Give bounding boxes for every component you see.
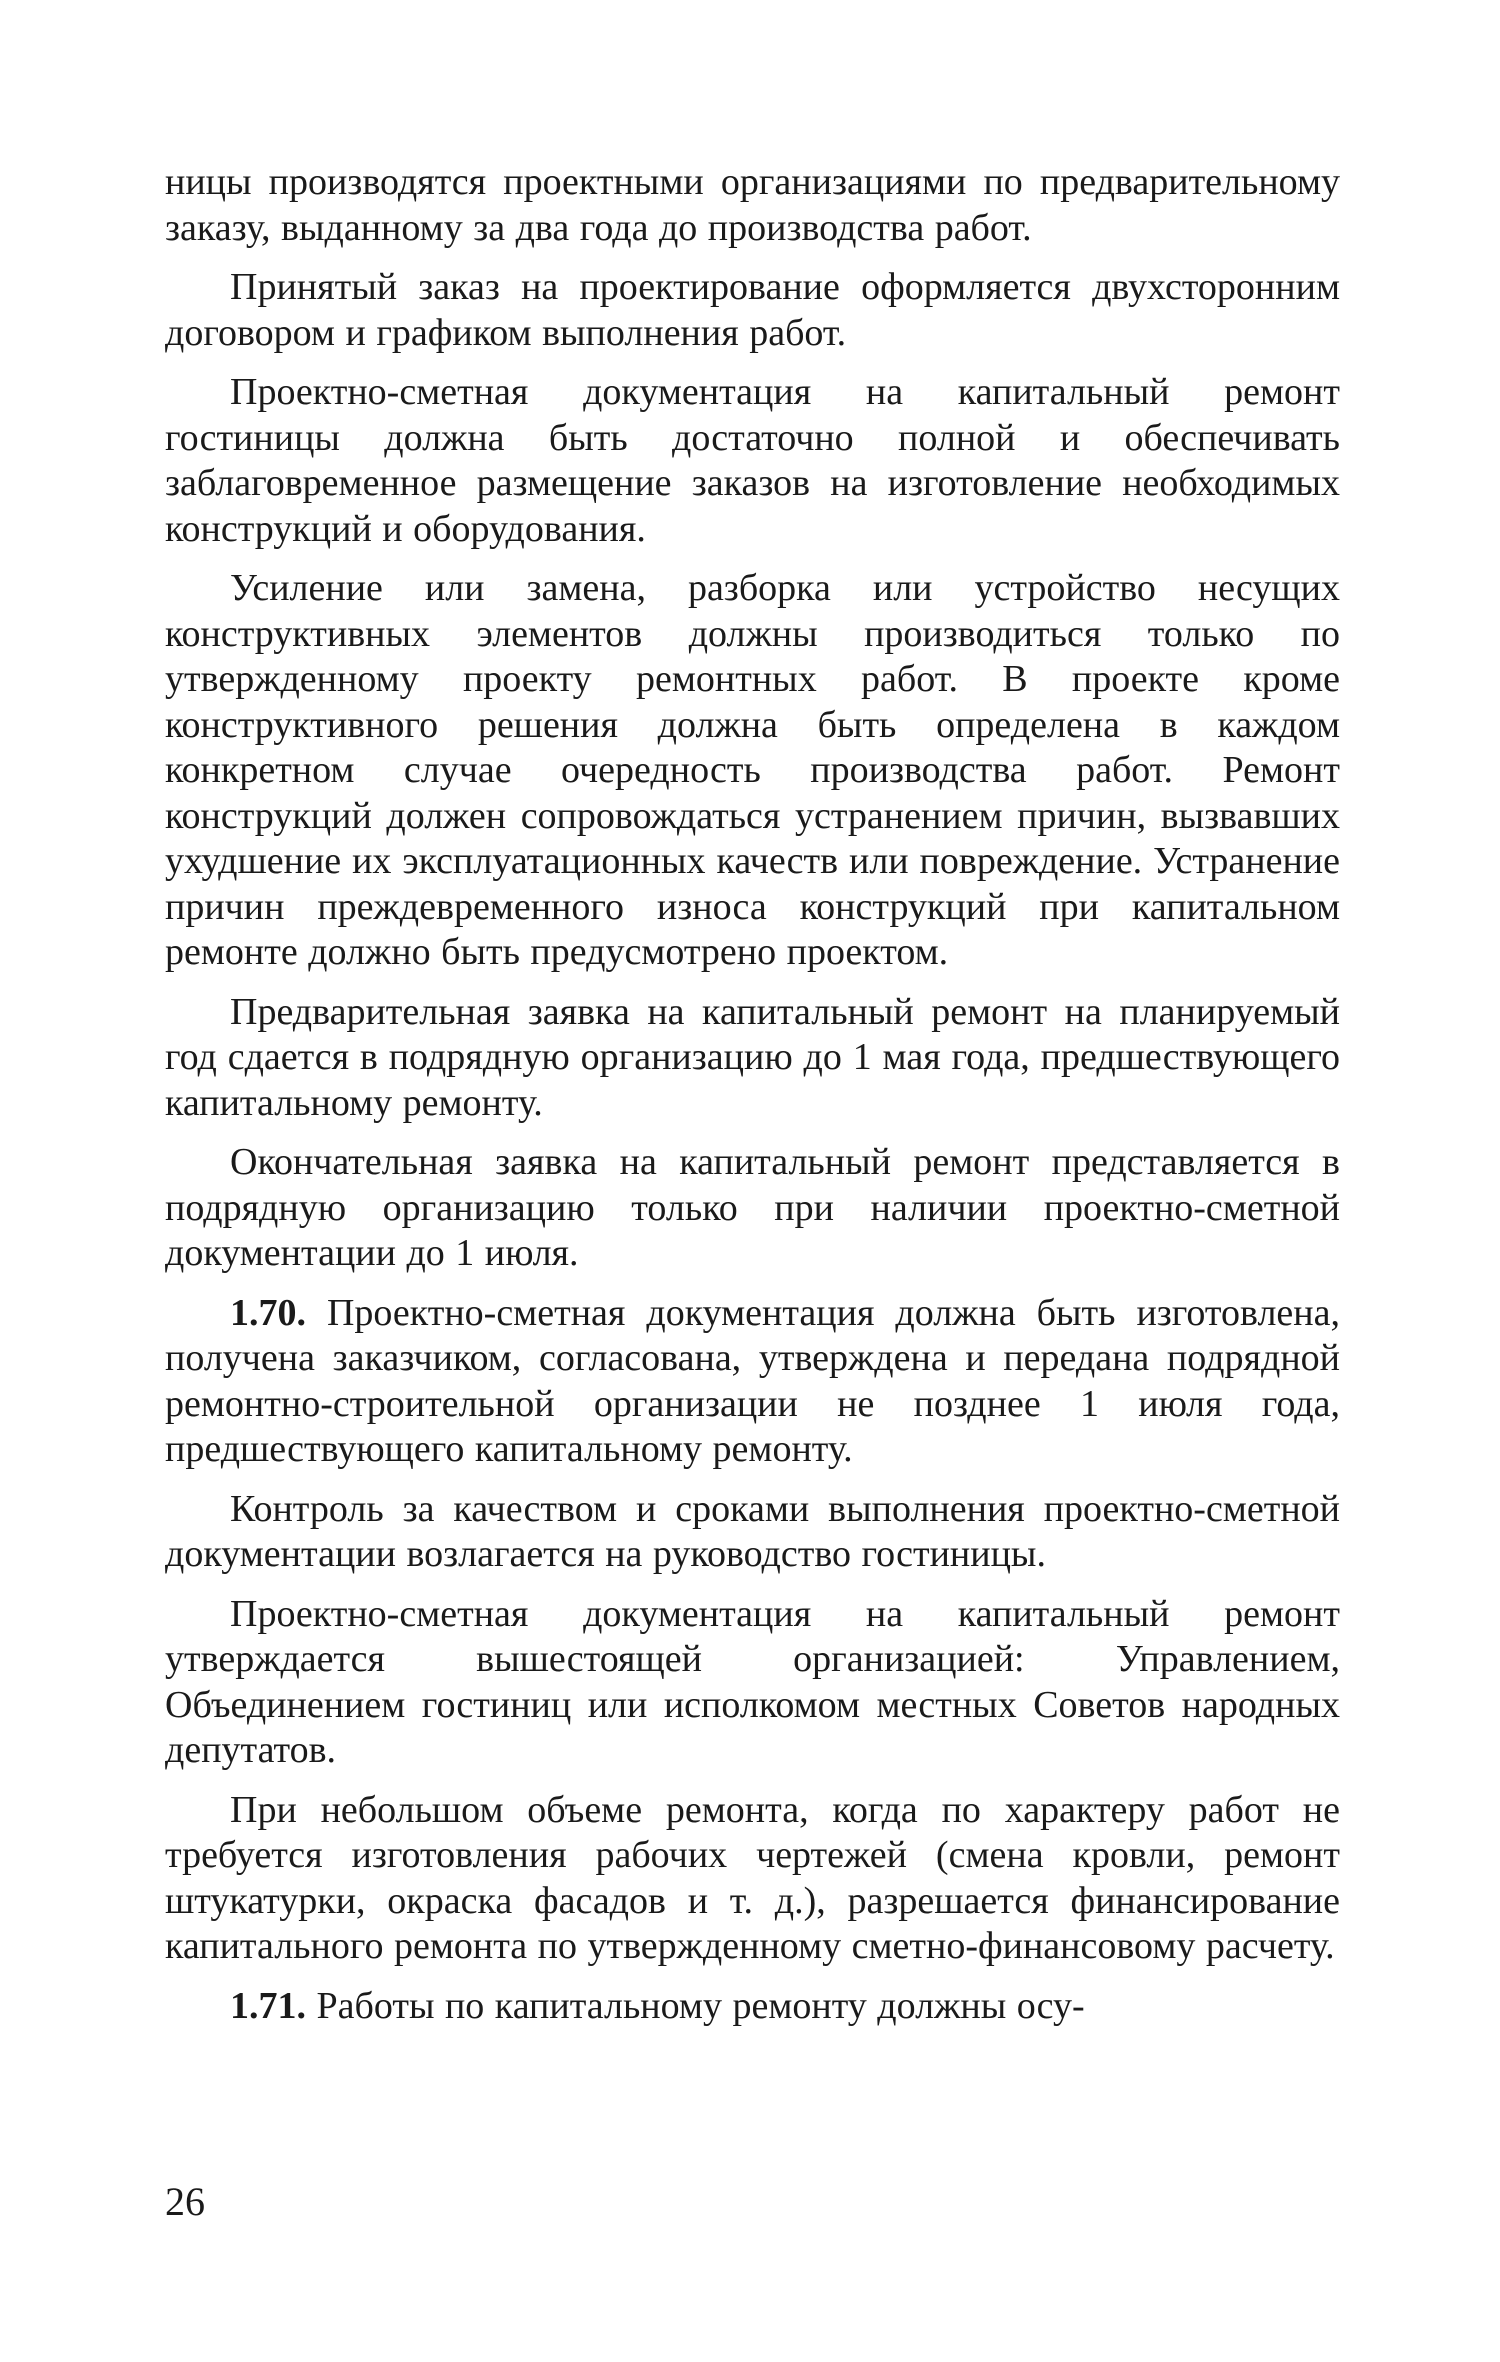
paragraph-section-1-70: 1.70. Проектно-сметная документация должна быть изготовлена, получена заказчиком, согласована, утверждена и передана подрядной ремонтно-строительной организации не позднее 1 июля года, предшествующего капитальному ремонту. xyxy=(165,1291,1341,1470)
paragraph: Проектно-сметная документация на капитальный ремонт утверждается вышестоящей организацией: Управлением, Объединением гостиниц или исполкомом местных Советов народных депутатов. xyxy=(165,1592,1340,1771)
paragraph: Принятый заказ на проектирование оформляется двухсторонним договором и графиком выполнения работ. xyxy=(165,266,1340,354)
paragraph: ницы производятся проектными организациями по предварительному заказу, выданному за два года до производства работ. xyxy=(165,161,1340,249)
paragraph: Окончательная заявка на капитальный ремонт представляется в подрядную организацию только при наличии проектно-сметной документации до 1 июля. xyxy=(165,1141,1340,1274)
paragraph: Предварительная заявка на капитальный ремонт на планируемый год сдается в подрядную организацию до 1 мая года, предшествующего капитальному ремонту. xyxy=(165,990,1340,1124)
paragraph-section-1-71: 1.71. Работы по капитальному ремонту должны осу- xyxy=(230,1984,1085,2027)
paragraph: При небольшом объеме ремонта, когда по характеру работ не требуется изготовления рабочих чертежей (смена кровли, ремонт штукатурки, окраска фасадов и т. д.), разрешается финансирование капитального ремонта по утвержденному сметно-финансовому расчету. xyxy=(165,1788,1340,1967)
page-number: 26 xyxy=(165,2179,205,2224)
paragraph: Усиление или замена, разборка или устройство несущих конструктивных элементов должны производиться только по утвержденному проекту ремонтных работ. В проекте кроме конструктивного решения должна быть определена в каждом конкретном случае очередность производства работ. Ремонт конструкций должен сопровождаться устранением причин, вызвавших ухудшение их эксплуатационных качеств или повреждение. Устранение причин преждевременного износа конструкций при капитальном ремонте должно быть предусмотрено проектом. xyxy=(165,567,1340,973)
paragraph: Проектно-сметная документация на капитальный ремонт гостиницы должна быть достаточно полной и обеспечивать заблаговременное размещение заказов на изготовление необходимых конструкций и оборудования. xyxy=(165,371,1340,550)
document-body xyxy=(165,160,1340,2029)
section-number: 1.71. xyxy=(230,1984,306,2027)
section-number: 1.70. xyxy=(230,1291,306,1334)
paragraph: Контроль за качеством и сроками выполнения проектно-сметной документации возлагается на руководство гостиницы. xyxy=(165,1487,1340,1575)
